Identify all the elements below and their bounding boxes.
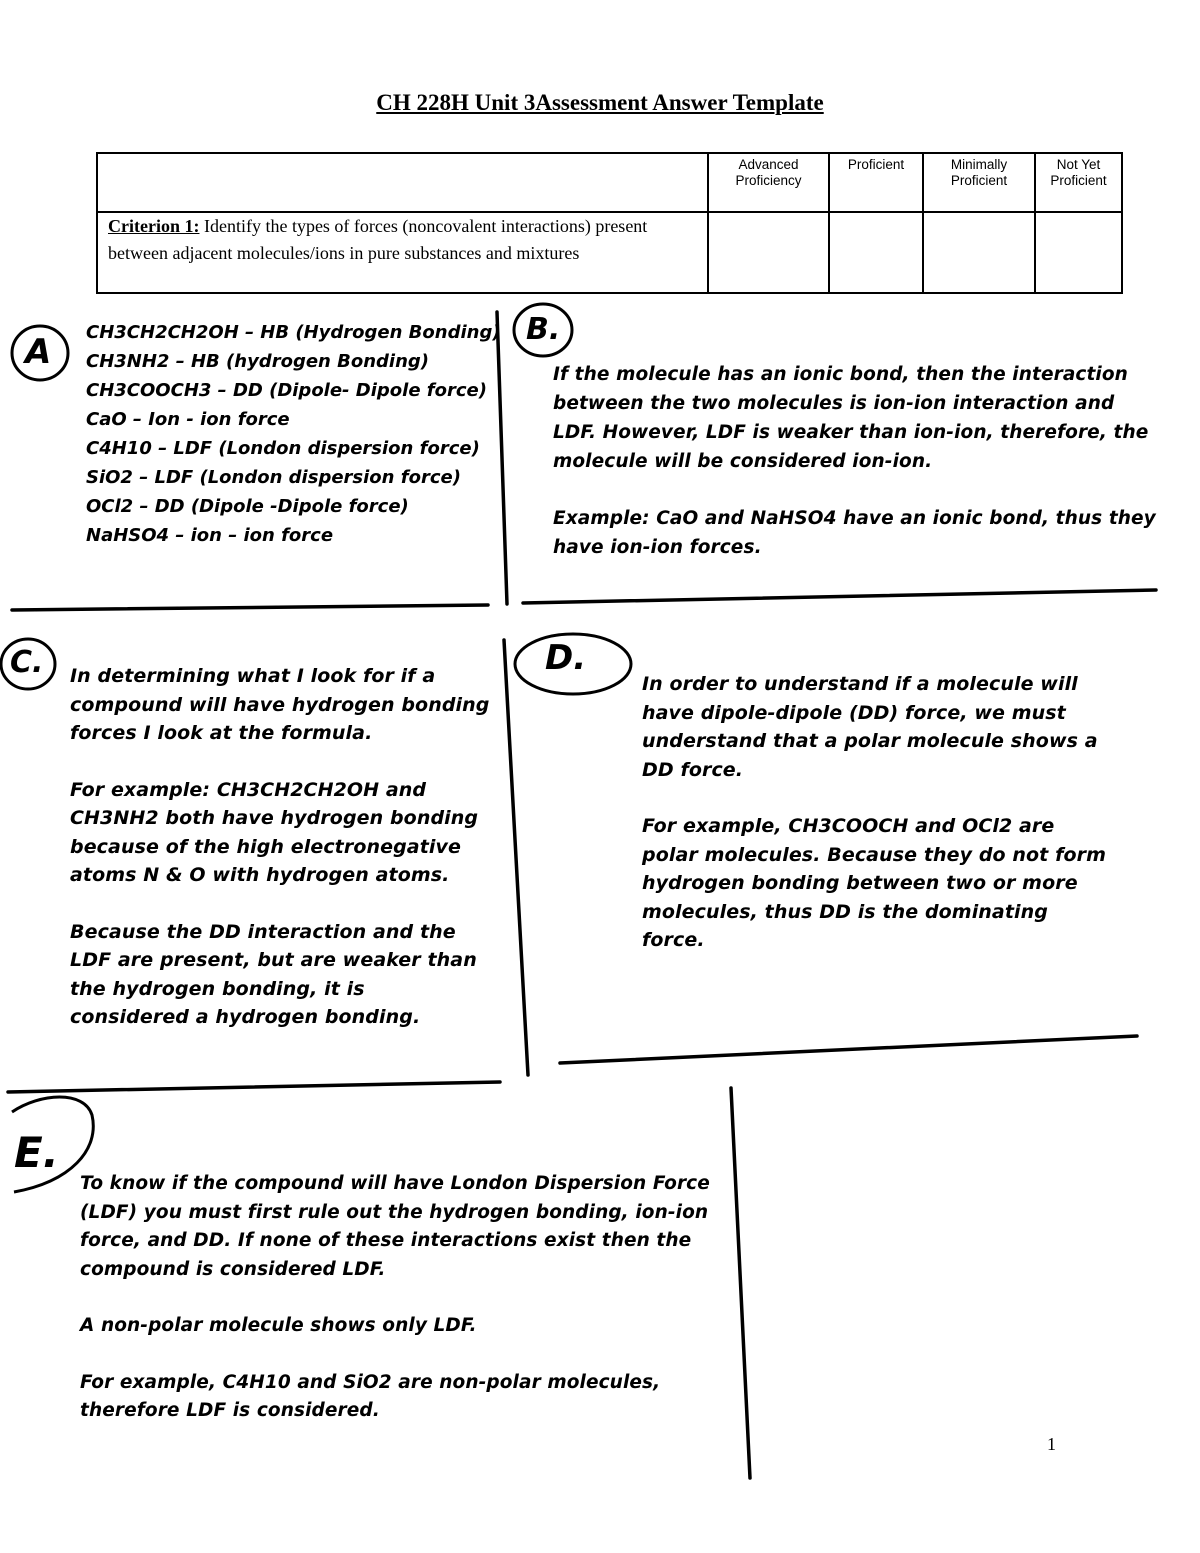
section-d-paragraph-2: For example, CH3COOCH and OCl2 are polar molecules. Because they do not form hydrogen bonding between two or more molecules, thus DD is the dominating force.	[642, 815, 1106, 951]
marker-d: D.	[545, 638, 587, 678]
section-e-paragraph-3: For example, C4H10 and SiO2 are non-polar molecules, therefore LDF is considered.	[80, 1371, 661, 1421]
document-title: CH 228H Unit 3Assessment Answer Template	[376, 90, 824, 115]
divider-horizontal-c	[8, 1082, 500, 1092]
section-b	[553, 360, 1163, 562]
section-d	[642, 670, 1112, 955]
rubric-col-minimally: Minimally Proficient	[923, 153, 1035, 212]
section-a-line: CH3CH2CH2OH – HB (Hydrogen Bonding)	[86, 322, 501, 343]
section-b-paragraph-2: Example: CaO and NaHSO4 have an ionic bond, thus they have ion-ion forces.	[553, 508, 1156, 558]
page-number: 1	[1047, 1434, 1056, 1454]
marker-b: B.	[526, 312, 561, 347]
section-c-paragraph-3: Because the DD interaction and the LDF are present, but are weaker than the hydrogen bonding, it is considered a hydrogen bonding.	[70, 920, 477, 1028]
section-e-paragraph-2: A non-polar molecule shows only LDF.	[80, 1315, 477, 1336]
divider-vertical-middle	[504, 640, 528, 1075]
section-a-line: CH3NH2 – HB (hydrogen Bonding)	[86, 351, 429, 372]
section-a-line: C4H10 – LDF (London dispersion force)	[86, 438, 480, 459]
section-a-line: SiO2 – LDF (London dispersion force)	[86, 467, 461, 488]
marker-c: C.	[10, 645, 44, 680]
marker-e: E.	[14, 1128, 59, 1177]
divider-horizontal-d	[560, 1036, 1137, 1063]
rubric-col-not-yet: Not Yet Proficient	[1035, 153, 1122, 212]
section-c	[70, 662, 490, 1032]
section-a-list	[86, 318, 501, 550]
marker-a: A	[25, 332, 52, 372]
section-a-line: OCl2 – DD (Dipole -Dipole force)	[86, 496, 409, 517]
criterion-label: Criterion 1:	[108, 216, 200, 236]
section-d-paragraph-1: In order to understand if a molecule will have dipole-dipole (DD) force, we must understand that a polar molecule shows a DD force.	[642, 673, 1098, 781]
divider-horizontal-b	[523, 590, 1156, 603]
section-c-paragraph-1: In determining what I look for if a compound will have hydrogen bonding forces I look at the formula.	[70, 665, 490, 744]
section-a-line: CaO – Ion - ion force	[86, 409, 290, 430]
section-c-paragraph-2: For example: CH3CH2CH2OH and CH3NH2 both have hydrogen bonding because of the high electronegative atoms N & O with hydrogen atoms.	[70, 778, 479, 886]
rubric-col-proficient: Proficient	[829, 153, 923, 212]
rubric-col-advanced: Advanced Proficiency	[708, 153, 829, 212]
section-e	[80, 1170, 720, 1426]
criterion-text: Identify the types of forces (noncovalent interactions) present between adjacent molecules/ions in pure substances and mixtures	[108, 216, 648, 263]
section-e-paragraph-1: To know if the compound will have London Dispersion Force (LDF) you must first rule out the hydrogen bonding, ion-ion force, and DD. If none of these interactions exist then the compound is considered LDF.	[80, 1173, 710, 1280]
divider-vertical-bottom	[731, 1088, 750, 1478]
divider-horizontal-a	[12, 605, 488, 610]
section-a-line: NaHSO4 – ion – ion force	[86, 525, 334, 546]
section-a-line: CH3COOCH3 – DD (Dipole- Dipole force)	[86, 380, 487, 401]
section-b-paragraph-1: If the molecule has an ionic bond, then the interaction between the two molecules is ion-ion interaction and LDF. However, LDF is weaker than ion-ion, therefore, the molecule will be considered ion-ion.	[553, 364, 1149, 472]
